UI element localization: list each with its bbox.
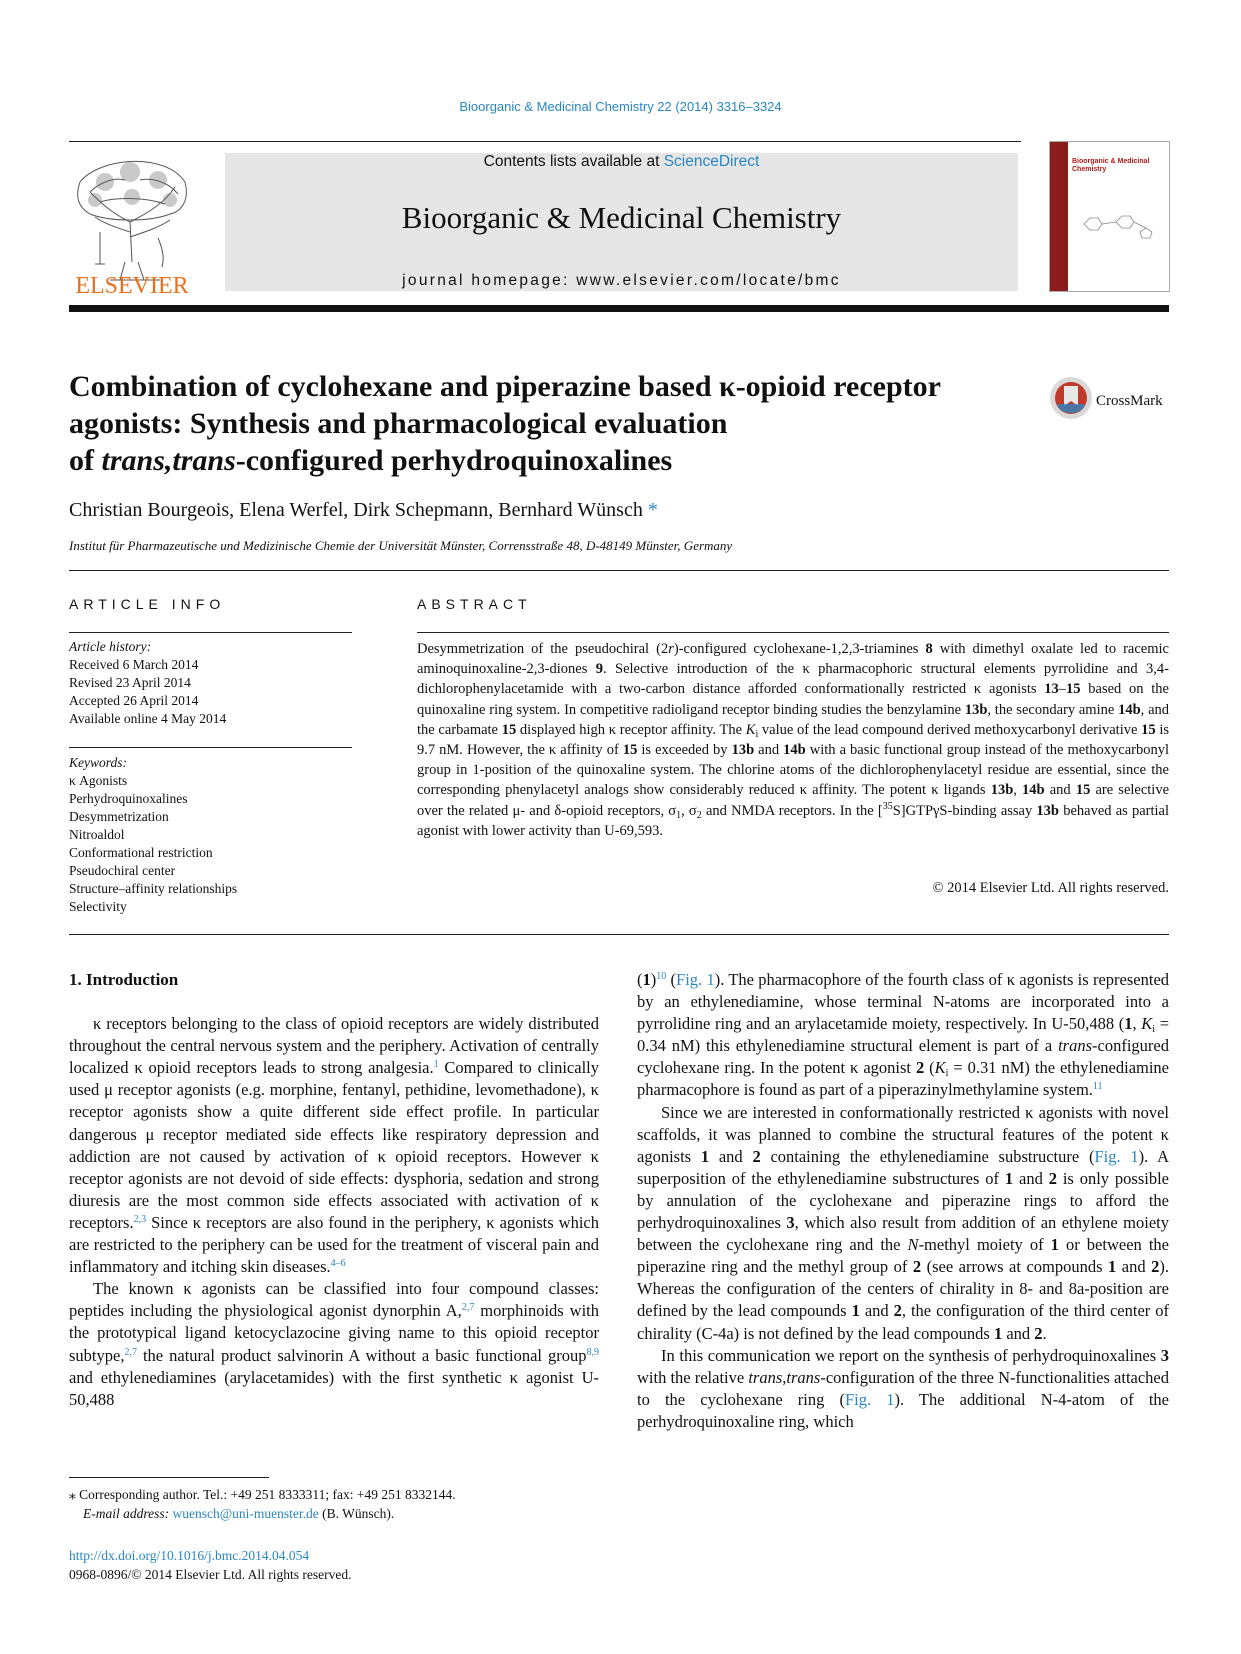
article-title xyxy=(69,368,1029,479)
sciencedirect-link[interactable]: ScienceDirect xyxy=(663,153,760,170)
article-info-heading: ARTICLE INFO xyxy=(69,596,226,612)
title-line-3: of trans,trans-configured perhydroquinoxalines xyxy=(69,444,673,477)
journal-name: Bioorganic & Medicinal Chemistry xyxy=(401,200,842,235)
email-label: E-mail address: xyxy=(83,1506,173,1521)
section-heading-introduction: 1. Introduction xyxy=(69,970,179,989)
journal-cover-thumbnail[interactable] xyxy=(1049,141,1170,292)
elsevier-tree-logo xyxy=(70,152,194,292)
article-history xyxy=(69,638,352,728)
journal-reference[interactable]: Bioorganic & Medicinal Chemistry 22 (2014) 3316–3324 xyxy=(459,99,782,114)
body-column-right xyxy=(637,969,1169,1433)
author-affiliation: Institut für Pharmazeutische und Medizinische Chemie der Universität Münster, Corrensstraße 48, D-48149 Münster, Germany xyxy=(69,538,733,553)
journal-homepage[interactable]: journal homepage: www.elsevier.com/locate/bmc xyxy=(402,272,841,289)
keyword: Structure–affinity relationships xyxy=(69,881,238,896)
corresponding-author-note: ⁎ Corresponding author. Tel.: +49 251 8333311; fax: +49 251 8332144. xyxy=(69,1487,456,1502)
divider xyxy=(417,632,1169,633)
history-accepted: Accepted 26 April 2014 xyxy=(69,693,199,708)
history-online: Available online 4 May 2014 xyxy=(69,711,227,726)
cover-band xyxy=(1050,142,1068,291)
keyword: Nitroaldol xyxy=(69,827,125,842)
body-paragraph: The known κ agonists can be classified into four compound classes: peptides including the physiological agonist dynorphin A,$^{2,7}$ morphinoids with the prototypical ligand ketocyclazocine giving name to this opioid receptor subtype,$^{2,7}$ the natural product salvinorin A without a basic functional group$^{8,9}$ and ethylenediamines (arylacetamides) with the first synthetic κ agonist U-50,488 xyxy=(69,1279,599,1409)
crossmark-label[interactable]: CrossMark xyxy=(1096,393,1163,409)
keyword: κ Agonists xyxy=(69,773,128,788)
history-received: Received 6 March 2014 xyxy=(69,657,199,672)
keywords-list xyxy=(69,754,352,916)
abstract-heading: ABSTRACT xyxy=(417,596,532,612)
divider xyxy=(69,747,352,748)
elsevier-wordmark: ELSEVIER xyxy=(75,273,189,299)
header-thick-rule xyxy=(69,305,1169,312)
body-paragraph: $(1)^{10}$ (Fig. 1). The pharmacophore of the fourth class of κ agonists is represented by an ethylenediamine, whose terminal N-atoms are incorporated into a pyrrolidine ring and an arylacetamide moiety, respectively. In U-50,488 (1, $K_i = 0.34$ nM) this ethylenediamine structural element is part of a trans-configured cyclohexane ring. In the potent κ agonist 2 ($K_i = 0.31$ nM) the ethylenediamine pharmacophore is found as part of a piperazinylmethylamine system.$^{11}$ xyxy=(637,970,1170,1100)
body-paragraph: In this communication we report on the synthesis of perhydroquinoxalines 3 with the relative trans,trans-configuration of the three N-functionalities attached to the cyclohexane ring (Fig. 1). The additional N-4-atom of the perhydroquinoxaline ring, which xyxy=(637,1345,1169,1431)
title-line-1: Combination of cyclohexane and piperazine based κ-opioid receptor xyxy=(69,370,941,403)
history-label: Article history: xyxy=(69,639,152,654)
divider xyxy=(69,570,1169,571)
author-list: Christian Bourgeois, Elena Werfel, Dirk Schepmann, Bernhard Wünsch * xyxy=(69,499,658,521)
doi-block xyxy=(69,1546,351,1584)
keywords-label: Keywords: xyxy=(69,755,127,770)
footnote xyxy=(69,1485,599,1523)
abstract-copyright: © 2014 Elsevier Ltd. All rights reserved. xyxy=(932,880,1169,896)
abstract-body: Desymmetrization of the pseudochiral (2r)-configured cyclohexane-1,2,3-triamines 8 with dimethyl oxalate led to racemic aminoquinoxaline-2,3-diones 9. Selective introduction of the κ pharmacophoric structural elements pyrrolidine and 3,4-dichlorophenylacetamide with a two-carbon distance afforded conformationally restricted κ agonists 13–15 based on the quinoxaline ring system. In competitive radioligand receptor binding studies the benzylamine 13b, the secondary amine 14b, and the carbamate 15 displayed high κ receptor affinity. The $K_i$ value of the lead compound derived methoxycarbonyl derivative 15 is 9.7 nM. However, the κ affinity of 15 is exceeded by 13b and 14b with a basic functional group instead of the methoxycarbonyl group in 1-position of the quinoxaline system. The chlorine atoms of the dichlorophenylacetyl residue are essential, since the corresponding phenylacetyl analogs show considerably reduced κ affinity. The potent κ ligands 13b, 14b and 15 are selective over the related μ- and δ-opioid receptors, $\sigma_1$, $\sigma_2$ and NMDA receptors. In the [$^{35}$S]GTPγS-binding assay 13b behaved as partial agonist with lower activity than U-69,593. xyxy=(417,641,1170,839)
divider xyxy=(69,934,1169,935)
body-column-left xyxy=(69,969,599,1411)
body-paragraph: κ receptors belonging to the class of opioid receptors are widely distributed throughout the central nervous system and the periphery. Activation of centrally localized κ opioid receptors leads to strong analgesia.$^1$ Compared to clinically used μ receptor agonists (e.g. morphine, fentanyl, pethidine, levomethadone), κ receptor agonists show a quite different side effect profile. In particular dangerous μ receptor mediated side effects like respiratory depression and addiction are not caused by activation of κ opioid receptors. However κ receptor agonists are not devoid of side effects: dysphoria, sedation and strong diuresis are the most common side effects associated with activation of κ receptors.$^{2,3}$ Since κ receptors are also found in the periphery, κ agonists which are restricted to the periphery can be used for the treatment of visceral pain and inflammatory and itching skin diseases.$^{4-6}$ xyxy=(69,1014,599,1277)
cover-artwork xyxy=(1076,204,1156,242)
header-top-rule xyxy=(69,141,1021,142)
divider xyxy=(69,632,352,633)
email-suffix: (B. Wünsch). xyxy=(318,1506,395,1521)
email-link[interactable]: wuensch@uni-muenster.de xyxy=(172,1506,319,1521)
corresponding-author-marker[interactable]: * xyxy=(647,499,658,521)
cover-title: Bioorganic & Medicinal Chemistry xyxy=(1072,158,1150,173)
keyword: Selectivity xyxy=(69,899,127,914)
keyword: Perhydroquinoxalines xyxy=(69,791,188,806)
title-line-2: agonists: Synthesis and pharmacological evaluation xyxy=(69,407,728,440)
keyword: Pseudochiral center xyxy=(69,863,176,878)
history-revised: Revised 23 April 2014 xyxy=(69,675,191,690)
body-paragraph: Since we are interested in conformationally restricted κ agonists with novel scaffolds, it was planned to combine the structural features of the potent κ agonists 1 and 2 containing the ethylenediamine substructure (Fig. 1). A superposition of the ethylenediamine substructures of 1 and 2 is only possible by annulation of the cyclohexane and piperazine rings to afford the perhydroquinoxalines 3, which also result from addition of an ethylene moiety between the cyclohexane ring and the N-methyl moiety of 1 or between the piperazine ring and the methyl group of 2 (see arrows at compounds 1 and 2). Whereas the configuration of the centers of chirality in 8- and 8a-position are defined by the lead compounds 1 and 2, the configuration of the third center of chirality (C-4a) is not defined by the lead compounds 1 and 2. xyxy=(637,1102,1170,1343)
doi-link[interactable]: http://dx.doi.org/10.1016/j.bmc.2014.04.054 xyxy=(69,1548,310,1563)
contents-line: Contents lists available at ScienceDirect xyxy=(483,153,760,170)
footnote-rule xyxy=(69,1477,269,1478)
keyword: Desymmetrization xyxy=(69,809,169,824)
keyword: Conformational restriction xyxy=(69,845,213,860)
issn-line: 0968-0896/© 2014 Elsevier Ltd. All rights reserved. xyxy=(69,1567,352,1582)
